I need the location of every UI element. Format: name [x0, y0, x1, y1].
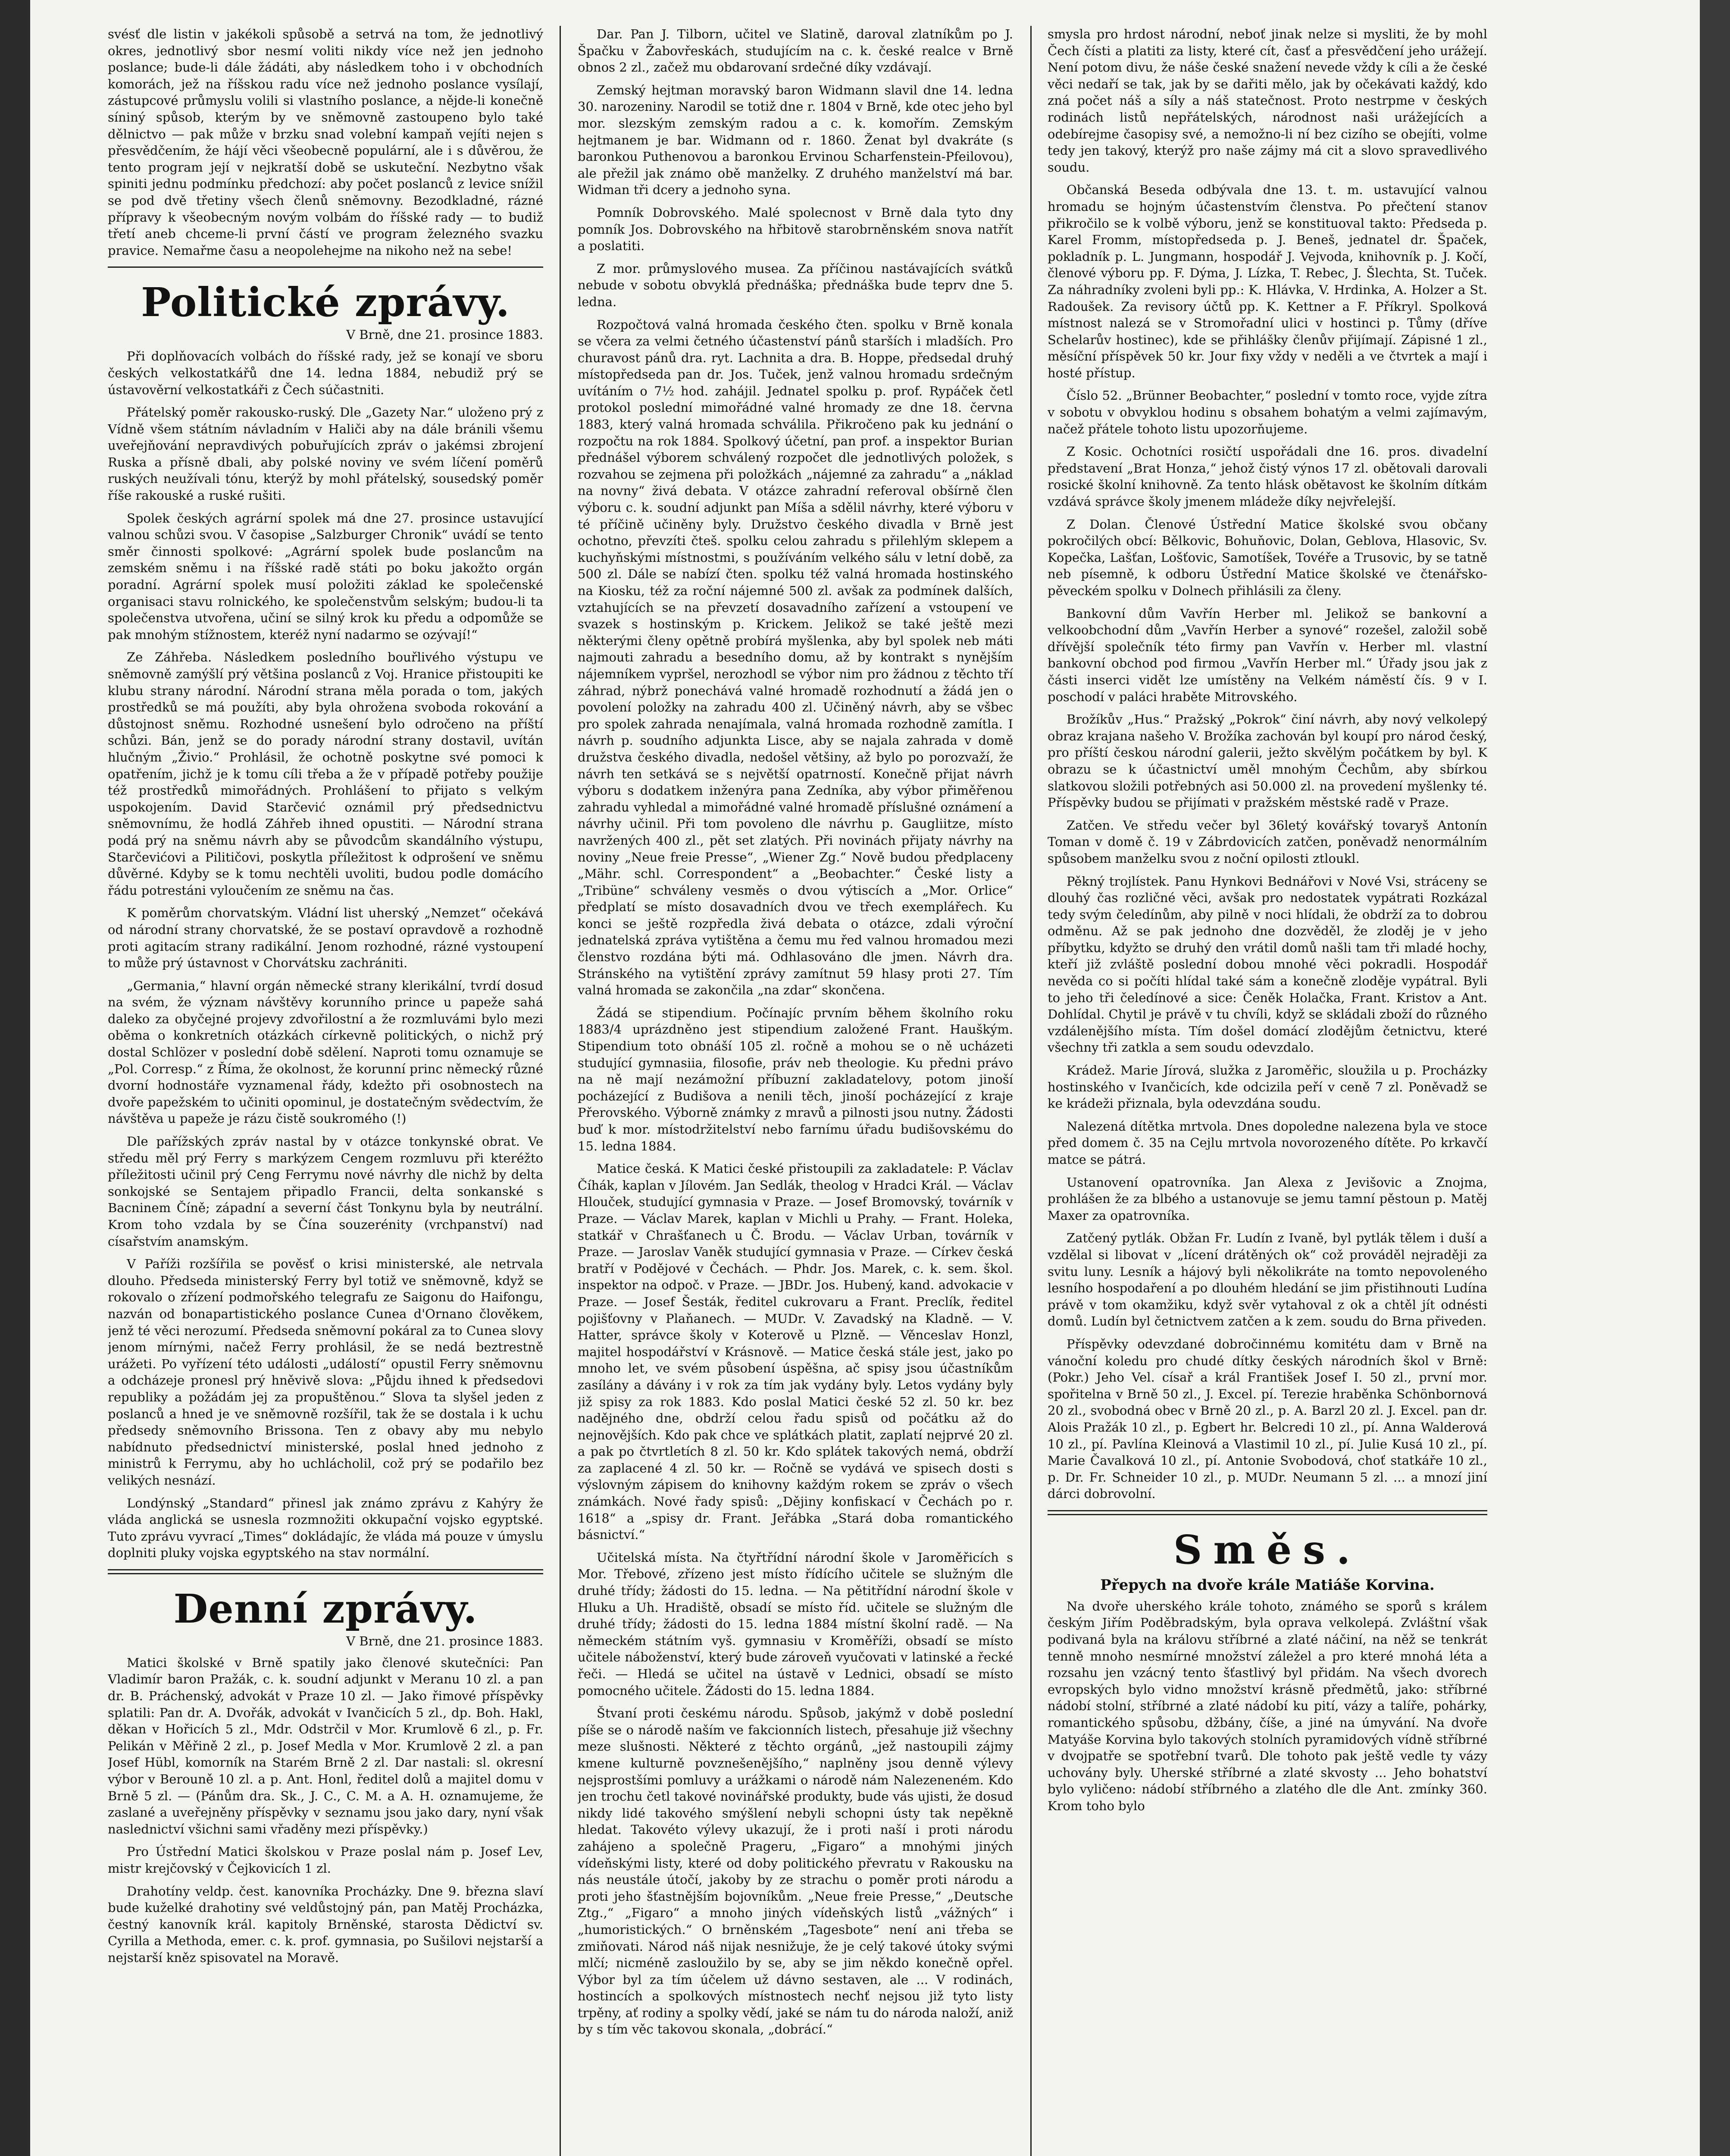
news-item: Číslo 52. „Brünner Beobachter,“ poslední v tomto roce, vyjde zítra v sobotu v obvyklou hodinu s obsahem bohatým a velmi zajímavým, načež přátele tohoto listu upozorňujeme.	[1048, 388, 1487, 436]
politicke-item: V Paříži rozšířila se pověsť o krisi ministerské, ale netrvala dlouho. Předseda ministerský Ferry byl totiž ve sněmovně, když se rokovalo o zřízení podmořského telegrafu ze Saigonu do Haifongu, nazván od bonapartistického poslance Cunea d'Ornano člověkem, jenž té věci nerozumí. Předseda sněmovní pokáral za to Cunea slovy jenom mírnými, načež Ferry prohlásil, že se nedá beztrestně urážeti. Po vyřízení této události „událostí“ opustil Ferry sněmovnu a odcházeje pronesl prý hněvivě slova: „Půjdu ihned k předsedovi republiky a požádám jej za propuštěnou.“ Slova ta slyšel jeden z poslanců a hned je ve sněmovně rozšířil, tak že se dostala i k uchu předsedy sněmovního Brissona. Ten z obavy aby mu nebylo nabídnuto předsednictví ministerské, poslal hned jednoho z ministrů k Ferrymu, aby ho uchlácholil, což prý se podařilo bez velikých nesnází.	[108, 1257, 543, 1488]
section-divider	[1048, 1510, 1487, 1515]
news-item: Nalezená dítětka mrtvola. Dnes dopoledne nalezena byla ve stoce před domem č. 35 na Cejlu mrtvola novorozeného dítěte. Po krkavčí matce se pátrá.	[1048, 1119, 1487, 1167]
news-item: Brožíkův „Hus.“ Pražský „Pokrok“ činí návrh, aby nový velkolepý obraz krajana našeho V. Brožíka zachován byl koupí pro národ český, pro příští českou národní galerii, ježto skvělým počátkem by byl. K obrazu se k účastnictví uměl mnohým Čechům, aby sbírkou slatkovou složili potřebných asi 50.000 zl. na provedení myšlenky té. Příspěvky budou se přijímati v pražském městské radě v Praze.	[1048, 712, 1487, 810]
column-rule-1	[560, 26, 561, 2156]
news-item: Ustanovení opatrovníka. Jan Alexa z Jevišovic a Znojma, prohlášen že za blbého a ustanovuje se jemu tamní pěstoun p. Matěj Maxer za opatrovníka.	[1048, 1175, 1487, 1223]
smes-article-title: Přepych na dvoře krále Matiáše Korvina.	[1100, 1576, 1435, 1594]
news-item: Dar. Pan J. Tilborn, učitel ve Slatině, daroval zlatníkům po J. Špačku v Žabovřeskách, studujícím na c. k. české realce v Brně obnos 2 zl., začež mu obdarovaní srdečné díky vzdávají.	[578, 27, 1013, 75]
scan-edge-right	[1700, 0, 1730, 2156]
news-item: Zatčený pytlák. Obžan Fr. Ludín z Ivaně, byl pytlák tělem i duší a vzdělal si libovat v „lícení drátěných ok“ což prováděl nejraději za svitu luny. Lesník a hájový byli několikráte na tomto nepovoleného lesního hospodaření a po dlouhém hledání se jim přistihnouti Ludína právě v tom okamžiku, když svěr vytahoval z ok a chtěl jít odnésti domů. Ludín byl četnictvem zatčen a k zem. soudu do Brna přiveden.	[1048, 1231, 1487, 1329]
smes-heading: Směs.	[1173, 1526, 1362, 1573]
politicke-heading: Politické zprávy.	[141, 279, 510, 326]
smes-item: Na dvoře uherského krále tohoto, známého se sporů s králem českým Jiřím Poděbradským, byla oprava velkolepá. Zvláštní však podivaná byla na královu stříbrné a zlaté náčiní, na něž se tenkrát tenně mnoho nesmírné množství záležel a pro které mnohá léta a rozsahu jen vzácný tento šťastlivý byl přidám. Na všech dvorech evropských bylo vidno množství krásně předmětů, jako: stříbrné nádobí stolní, stříbrné a zlaté nádobí ku pití, vázy a talíře, pohárky, romantického spůsobu, džbány, číše, a jiné na úmyvání. Na dvoře Matyáše Korvina bylo takových stolních pyramidových vídně stříbrné v dvojpatře se spotřební tvarů. Dle tohoto pak ještě vedle ty vázy uchovány byly. Uherské stříbrné a zlaté skvosty ... Jeho bohatství bylo vyličeno: nádobí stříbrného a zlatého dle dle Ant. zmínky 360. Krom toho bylo	[1048, 1598, 1487, 1813]
news-item: Štvaní proti českému národu. Spůsob, jakýmž v době poslední píše se o národě naším ve fakcionních listech, přesahuje již všechny meze slušnosti. Některé z těchto orgánů, „jež nastoupili zájmy kmene kulturně povznešenějšího,“ naplněny jsou denně výlevy nejsprostšími pomluvy a urážkami o národě nám Nalezeneném. Kdo jen trochu četl takové novinářské produkty, bude vás ujisti, že dosud nikdy lidé takového smýšlení nebyli schopni ústy tak nepěkně hledat. Takovéto výlevy ukazují, že i proti naší i proti národu zahájeno a společně Prageru, „Figaro“ a mnohými jiných vídeňskými listy, které od doby politického převratu v Rakousku na nás neustále útočí, jakoby by ze strachu o poměr proti národu a proti jeho šťastnějším bojovníkům. „Neue freie Presse,“ „Deutsche Ztg.,“ „Figaro“ a mnoho jiných vídeňských listů „vážných“ i „humoristických.“ O brněnském „Tagesbote“ není ani třeba se zmiňovati. Národ náš nijak nesnižuje, že je celý takové útoky svými mlčí; nicméně zasloužilo by se, aby se jim někdo konečně opřel. Výbor byl za tím účelem už dávno sestaven, ale ... V rodinách, hostincích a spolkových místnostech nechť nejsou již tyto listy trpěny, ať rodiny a spolky vědí, jaké se nám tu do národa naloží, aniž by s tím věc takovou skonala, „dobrácí.“	[578, 1706, 1013, 2037]
politicke-item: Dle pařížských zpráv nastal by v otázce tonkynské obrat. Ve středu měl prý Ferry s markýzem Cengem rozmluvu při kteréžto příležitosti učinil prý Ceng Ferrymu nové návrhy dle nichž by delta sonkojské se Sentajem připadlo Francii, delta sonkanské s Bacninem Číně; západní a severní část Tonkynu byla by neutrální. Krom toho vzdala by se Čína souzerénity (vrchpanství) nad císařstvím anamským.	[108, 1134, 543, 1249]
politicke-item: Přátelský poměr rakousko-ruský. Dle „Gazety Nar.“ uloženo prý z Vídně všem státním návladním v Haliči aby na dále bránili všemu uveřejňování nepravdivých pobuřujících zpráv o jakémsi zbrojení Ruska a přísně dbali, aby polské noviny ve svém líčení poměrů ruských neužívali tónu, kterýž by mohl přátelský, sousedský poměr říše rakouské a ruské rušiti.	[108, 405, 543, 503]
news-item: Z Dolan. Členové Ústřední Matice školské svou občany pokročilých obcí: Bělkovic, Bohuňovic, Dolan, Geblova, Hlasovic, Sv. Kopečka, Lašťan, Lošťovic, Samotíšek, Tovéře a Trusovic, by se tatně neb písemně, k odboru Ústřední Matice školské ve čtenářsko-pěveckém spolku v Dolnech přihlásili za členy.	[1048, 517, 1487, 598]
news-item: Pomník Dobrovského. Malé spolecnost v Brně dala tyto dny pomník Jos. Dobrovského na hřbitově starobrněnském snova natřít a poslatiti.	[578, 205, 1013, 254]
news-item: Zemský hejtman moravský baron Widmann slavil dne 14. ledna 30. narozeniny. Narodil se totiž dne r. 1804 v Brně, kde otec jeho byl mor. slezským zemským radou a c. k. komořím. Zemským hejtmanem je bar. Widmann od r. 1860. Ženat byl dvakráte (s baronkou Puthenovou a baronkou Ervinou Scharfenstein-Pfeilovou), ale přežil jak známo obě manželky. Z druhého manželství má bar. Widman tři dcery a jednoho syna.	[578, 82, 1013, 197]
news-item: Zatčen. Ve středu večer byl 36letý kovářský tovaryš Antonín Toman v domě č. 19 v Zábrdovicích zatčen, poněvadž nenormálním spůsobem manželku svou z noční opilosti ztloukl.	[1048, 818, 1487, 866]
politicke-item: „Germania,“ hlavní orgán německé strany klerikální, tvrdí dosud na svém, že význam návštěvy korunního prince u papeže sahá daleko za obyčejné projevy zdvořilostní a že rozmluvámi bylo mezi oběma o konkretních otázkách církevně politických, o nichž prý dostal Schlözer v poslední době sdělení. Naproti tomu oznamuje se „Pol. Corresp.“ z Říma, že okolnost, že korunní princ německý různé dvorní hodnostáře vyznamenal řády, kdežto při osobnostech na dvoře papežském to učiniti opominul, je dostatečným svědectvím, že návštěva u papeže je rázu čistě soukromého (!)	[108, 978, 543, 1126]
politicke-item: Spolek českých agrární spolek má dne 27. prosince ustavující valnou schůzi svou. V časopise „Salzburger Chronik“ uvádí se tento směr činnosti spolkové: „Agrární spolek bude poslancům na zemském sněmu i na říšské radě státi po boku jakožto orgán poradní. Agrární spolek musí položiti základ ke společenské organisaci stavu rolnického, ke společenstvům selským; budou-li ta společenstva utvořena, učiní se silný krok ku předu a odpomůže se pak mnohým stížnostem, kteréž nyní nadarmo se ozývají!“	[108, 511, 543, 642]
news-item: Občanská Beseda odbývala dne 13. t. m. ustavující valnou hromadu se hojným účastenstvím členstva. Po přečtení stanov přikročilo se k volbě výboru, jenž se konstituoval takto: Předseda p. Karel Fromm, místopředseda p. J. Beneš, jednatel dr. Špaček, pokladník p. L. Jungmann, hospodář J. Vejvoda, knihovník p. J. Kočí, členové výboru pp. F. Dýma, J. Lízka, T. Rebec, J. Šlechta, St. Tuček. Za náhradníky zvoleni byli pp.: K. Hlávka, V. Hrdinka, A. Holzer a St. Radoušek. Za revisory účtů pp. K. Kettner a F. Příkryl. Spolková místnost nalezá se v Stromořadní ulici v hostinci p. Tůmy (dříve Schelarův hostinec), kde se přihlášky členův přijímají. Zápisné 1 zl., měsíční příspěvek 50 kr. Jour fixy vždy v neděli a ve čtvrtek a mají i hosté přístup.	[1048, 182, 1487, 380]
column-2	[578, 26, 1013, 2156]
scan-edge-left	[0, 0, 30, 2156]
column-3	[1048, 26, 1487, 2156]
column-rule-2	[1030, 26, 1032, 2156]
politicke-item: Ze Záhřeba. Následkem posledního bouřlivého výstupu ve sněmovně zamýšlí prý většina poslanců z Voj. Hranice přistoupiti ke klubu strany národní. Národní strana měla porada o tom, jakých prostředků se má použíti, aby byla ohrožena svoboda rokování a důstojnost sněmu. Rozhodné usnešení bylo odročeno na příští schůzi. Bán, jenž se do porady národní strany dostavil, uvítán hlučným „Živio.“ Prohlásil, že ochotně poskytne své pomoci k opatřením, jichž je k tomu cíli třeba a že v případě potřeby použije též prostředků mimořádných. Prohlášení to přijato s velkým uspokojením. David Starčević oznámil prý předsednictvu sněmovnímu, že hodlá Záhřeb ihned opustiti. — Národní strana podá prý na sněmu návrh aby se původcům skandálního výstupu, Starčevićovi a Pilitičovi, poskytla příležitost k odprošení ve sněmu důvěrné. Kdyby se k tomu nechtěli uvoliti, budou podle domácího řádu potrestáni vyloučením ze sněmu na čas.	[108, 650, 543, 898]
news-item: Učitelská místa. Na čtyřtřídní národní škole v Jaroměřicích s Mor. Třebové, zřízeno jest místo řídícího učitele se služným dle druhé třídy; žádosti do 15. ledna. — Na pětitřídní národní škole v Hluku a Uh. Hradiště, obsadí se místo říd. učitele se služným dle druhé třídy; žádosti do 15. ledna 1884 místní školní radě. — Na německém státním vyš. gymnasiu v Kroměříži, obsadí se místo učitele náboženství, který bude zároveň vyučovati v latinské a řecké řeči. — Hledá se učitel na ústavě v Lednici, obsadí se místo pomocného učitele. Žádosti do 15. ledna 1884.	[578, 1550, 1013, 1698]
news-item: Z mor. průmyslového musea. Za příčinou nastávajících svátků nebude v sobotu obvyklá přednáška; přednáška bude teprv dne 5. ledna.	[578, 261, 1013, 309]
politicke-item: Londýnský „Standard“ přinesl jak známo zprávu z Kahýry že vláda anglická se usnesla rozmnožiti okkupační vojsko egyptské. Tuto zprávu vyvrací „Times“ dokládajíc, že vláda má pouze v úmyslu doplniti pluky vojska egyptského na stav normální.	[108, 1495, 543, 1561]
denni-dateline: V Brně, dne 21. prosince 1883.	[346, 1633, 543, 1648]
news-item: Matice česká. K Matici české přistoupili za zakladatele: P. Václav Číhák, kaplan v Jílovém. Jan Sedlák, theolog v Hradci Král. — Václav Hlouček, studující gymnasia v Praze. — Josef Bromovský, továrník v Praze. — Václav Marek, kaplan v Michli u Prahy. — Frant. Holeka, statkář v Chrašťanech u Č. Brodu. — Václav Urban, továrník v Praze. — Jaroslav Vaněk studující gymnasia v Praze. — Církev česká bratří v Podějové v Čechách. — Phdr. Jos. Marek, c. k. sem. škol. inspektor na odpoč. v Praze. — JBDr. Jos. Hubený, kand. advokacie v Praze. — Josef Šesták, ředitel cukrovaru a Frant. Preclík, ředitel pojišťovny v Plaňanech. — MUDr. V. Zavadský na Kladně. — V. Hatter, správce školy v Koterově u Plzně. — Věnceslav Honzl, majitel hospodářství v Krásnově. — Matice česká stále jest, jako po mnoho let, ve svém působení úspěšna, ač spisy jsou účastníkům zasílány a dávány i v rok za tím jak vydány byly. Letos vydány byly již spisy za rok 1883. Kdo poslal Matici české 52 zl. 50 kr. bez nadějného dne, obdrží celou řadu spisů od počátku až do nejnovějších. Kdo pak chce ve splátkách platit, zaplatí nejprvé 20 zl. a pak po čtvrtletích 8 zl. 50 kr. Kdo splátek takových nemá, obdrží za zaplacené 4 zl. 50 kr. — Ročně se vydává ve spisech dosti s výslovným zápisem do knihovny každým rokem se zpráv o všech známkách. Nové řady spisů: „Dějiny konfiskací v Čechách po r. 1618“ a „spisy dr. Frant. Jeřábka „Stará doba romantického básnictví.“	[578, 1161, 1013, 1542]
news-item: Příspěvky odevzdané dobročinnému komitétu dam v Brně na vánoční koledu pro chudé dítky českých národních škol v Brně: (Pokr.) Jeho Vel. císař a král František Josef I. 50 zl., první mor. spořitelna v Brně 50 zl., J. Excel. pí. Terezie hraběnka Schönbornová 20 zl., svobodná obec v Brně 20 zl., p. A. Barzl 20 zl. J. Excel. pan dr. Alois Pražák 10 zl., p. Egbert hr. Belcredi 10 zl., pí. Anna Walderová 10 zl., pí. Pavlína Kleinová a Vlastimil 10 zl., pí. Julie Kusá 10 zl., pí. Marie Čavalková 10 zl., pí. Antonie Svobodová, choť statkáře 10 zl., p. Dr. Fr. Schneider 10 zl., p. MUDr. Neumann 5 zl. ... a mnozí jiní dárci dobrovolní.	[1048, 1336, 1487, 1501]
politicke-dateline: V Brně, dne 21. prosince 1883.	[346, 327, 543, 342]
news-item: smysla pro hrdost národní, neboť jinak nelze si mysliti, že by mohl Čech čísti a platiti za listy, které cít, časť a přesvědčení jeho urážejí. Není potom divu, že náše české snažení nevede vždy k cíli a že české věci nedaří se tak, jak by se dařiti mělo, jak by očekávati každý, kdo zná počet náš a síly a náš statečnost. Proto nestrpme v českých rodinách listů nepřátelských, národnost naši urážejících a odebírejme časopisy své, a nemožno-li ní bez cizího se obejíti, volme tedy jen takový, kterýž pro naše zájmy má cit a slovo spravedlivého soudu.	[1048, 27, 1487, 175]
section-divider	[108, 1569, 543, 1574]
news-item: Bankovní dům Vavřín Herber ml. Jelikož se bankovní a velkoobchodní dům „Vavřín Herber a synové“ rozešel, založil sobě dřívější společník této firmy pan Vavřín v. Herber ml. vlastní bankovní obchod pod firmou „Vavřín Herber ml.“ Úřady jsou jak z části inserci vidět lze umístěny na Velkém náměstí čís. 9 v I. poschodí v paláci hraběte Mitrovského.	[1048, 606, 1487, 704]
news-item: Z Kosic. Ochotníci rosičtí uspořádali dne 16. pros. divadelní představení „Brat Honza,“ jehož čistý výnos 17 zl. obětovali darovali rosické školní knihovně. Za tento hlásk obětavost ke školním dítkám vzdává správce školy jmenem mládeže díky nejvřelejší.	[1048, 444, 1487, 509]
news-item: Pěkný trojlístek. Panu Hynkovi Bednářovi v Nové Vsi, stráceny se dlouhý čas rozličné věci, avšak pro nedostatek vypátrati Rozkázal tedy svým čeledínům, aby pilně v noci hlídali, že obdrží za to dobrou odměnu. Až se pak jednoho dne dozvěděl, že zloděj je v jeho příbytku, kdyžto se druhý den vrátil domů našli tam tři mladé hochy, kteří již zvláště poslední dobou mnohé věci pokradli. Hospodář nevěda co si počíti hlídal také sám a konečně zloděje vypátral. Byli to jeho tři čeledínové a sice: Čeněk Holačka, Frant. Kristov a Ant. Dohlídal. Chytil je právě v tu chvíli, když se skládali zboží do různého vzdálenějšího místa. Tím došel domácí zlodějům četnictvu, které všechny tři zatkla a sem soudu odevzdalo.	[1048, 874, 1487, 1055]
news-item: Žádá se stipendium. Počínajíc prvním během školního roku 1883/4 uprázdněno jest stipendium založené Frant. Hauškým. Stipendium toto obnáší 105 zl. ročně a mohou se o ně ucházeti studující gymnasiia, filosofie, práv neb theologie. Ku předni právo na ně mají nezámožní příbuzní zakladatelovy, potom jinoší pocházející z Budišova a nenili těch, jinoší pocházející z kraje Přerovského. Výborně známky z mravů a pilnosti jsou nutny. Žádosti buď k mor. místodržitelství nebo farnímu úřadu budišovskému do 15. ledna 1884.	[578, 1005, 1013, 1153]
news-item: Krádež. Marie Jírová, služka z Jaroměřic, sloužila u p. Procházky hostinského v Ivančicích, kde odcizila peří v ceně 7 zl. Poněvadž se ke krádeži přiznala, byla odevzdána soudu.	[1048, 1063, 1487, 1111]
column-1	[108, 26, 543, 2156]
politicke-item: Při doplňovacích volbách do říšské rady, jež se konají ve sboru českých velkostatkářů dne 14. ledna 1884, nebudiž prý se ústavověrní velkostatkáři z Čech súčastniti.	[108, 349, 543, 397]
denni-heading: Denní zprávy.	[173, 1585, 478, 1632]
denni-item: Drahotíny veldp. čest. kanovníka Procházky. Dne 9. března slaví bude kuželké drahotiny své veldůstojný pán, pan Matěj Procházka, čestný kanovník král. kapitoly Brněnské, starosta Dědictví sv. Cyrilla a Methoda, emer. c. k. prof. gymnasia, po Sušilovi nejstarší a nejstarší kněz spisovatel na Moravě.	[108, 1883, 543, 1965]
section-divider	[108, 266, 543, 268]
denni-item: Pro Ústřední Matici školskou v Praze poslal nám p. Josef Lev, mistr krejčovský v Čejkovicích 1 zl.	[108, 1844, 543, 1876]
politicke-item: K poměrům chorvatským. Vládní list uherský „Nemzet“ očekává od národní strany chorvatské, že se postaví opravdově a rozhodně proti agitacím strany radikální. Jenom rozhodné, rázné vystoupení to může prý ústavnost v Chorvátsku zachrániti.	[108, 906, 543, 971]
intro-paragraph: svésť dle listin v jakékoli spůsobě a setrvá na tom, že jednotlivý okres, jednotlivý sbor nesmí voliti nikdy více než jen jednoho poslance; bude-li dále žádáti, aby následkem toho i v obchodních komorách, jež na říšskou radu více než jednoho poslance vysílají, zástupcové průmyslu volili si vlastního poslance, a nějde-li konečně síniný spůsob, kterým by ve sněmovně zastoupeno bylo také dělnictvo — pak může v brzku snad volební kampaň vejíti nejen s přesvědčením, že hájí věci všeobecně populární, ale i s důvěrou, že tento program její v nejkratší době se uskuteční. Nezbytno však spiniti jednu podmínku předchozí: aby počet poslanců z levice snížil se pod dvě třetiny všech členů sněmovny. Bezodkladné, rázné přípravy k všeobecným novým volbám do říšské rady — to budiž třetí aneb chceme-li první částí ve program železného svazku pravice. Nemařme času a neopolehejme na nikoho než na sebe!	[108, 27, 543, 258]
news-item: Rozpočtová valná hromada českého čten. spolku v Brně konala se včera za velmi četného účastenství pánů starších i mladších. Pro churavost pánů dra. ryt. Lachnita a dra. B. Hoppe, předsedal druhý místopředseda pan dr. Jos. Tuček, jenž valnou hromadu srdečným uvítáním o 7½ hod. zahájil. Jednatel spolku p. prof. Rypáček četl protokol poslední mimořádné valné hromady ze dne 18. června 1883, který valná hromada schválila. Přikročeno pak ku jednání o rozpočtu na rok 1884. Spolkový účetní, pan prof. a inspektor Burian přednášel výborem schválený rozpočet dle jednotlivých položek, s rozvahou se zejmena při položkách „nájemné za zahradu“ a „náklad na novny“ živá debata. V otázce zahradní referoval obšírně člen výboru c. k. soudní adjunkt pan Míša a sdělil návrhy, které výboru v té příčině učiněny byly. Družstvo českého divadla v Brně jest ochotno, převzíti čteš. spolku celou zahradu s přilehlým sklepem a kuchyňskými místnostmi, s používáním velkého sálu v letní době, za 500 zl. Dále se nabízí čten. spolku též valná hromada hostinského na Kiosku, též za roční nájemné 500 zl. avšak za podmínek dalších, vztahujících se na převzetí dosavadního zařízení a vstoupení ve svazek s hostinským p. Krickem. Jelikož se také ještě mezi některými členy opětně probírá myšlenka, aby byl spolek neb máti najmouti zahradu a besedního domu, až by kontrakt s nynějším nájemníkem vypršel, nerozhodl se výbor nim pro žádnou z těchto tří záhrad, nýbrž ponechává valné hromadě rozhodnutí a žádá jen o povolení položky na zahradu 400 zl. Učiněný návrh, aby se všbec pro spolek zahrada nenajímala, valná hromada rozhodně zamítla. I návrh p. soudního adjunkta Lisce, aby se najala zahrada v domě družstva českého divadla, nedošel většiny, až bylo po porozvaží, že návrh ten setkává se s největší opatrností. Konečně přijat návrh výboru s dodatkem inženýra pana Zedníka, aby výbor přiměřenou zahradu vyhledal a mimořádné valné hromadě příslušné oznámení a návrhy učinil. Při tom povoleno dle návrhu p. Gaugliitze, místo navržených 400 zl., pět set zlatých. Při novinách přijaty návrhy na noviny „Neue freie Presse“, „Wiener Zg.“ Nově budou předplaceny „Mähr. schl. Correspondent“ a „Beobachter.“ České listy a „Tribüne“ schváleny vesměs o dvou výtiscích a „Mor. Orlice“ předplatí se místo dosavadních dvou ve třech exemplářech. Ku konci se ještě rozpředla živá debata o otázce, zdali výroční jednatelská zpráva vytištěna a čemu mu řed valnou hromadou mezi členstvo rozdána býti má. Odhlasováno dle jmen. Návrh dra. Stránského na vytištění zprávy zamítnut 59 hlasy proti 27. Tím valná hromada se zakončila „na zdar“ skončena.	[578, 317, 1013, 998]
denni-item: Matici školské v Brně spatily jako členové skutečníci: Pan Vladimír baron Pražák, c. k. soudní adjunkt v Meranu 10 zl. a pan dr. B. Práchenský, advokát v Praze 10 zl. — Jako řimové příspěvky splatili: Pan dr. A. Dvořák, advokát v Ivančicích 5 zl., dp. Boh. Hakl, děkan v Hořicích 5 zl., Mdr. Odstrčil v Mor. Krumlově 6 zl., p. Fr. Pelikán v Měřině 2 zl., p. Josef Medla v Mor. Krumlově 2 zl. a pan Josef Hübl, komorník na Starém Brně 2 zl. Dar nastali: sl. okresní výbor v Berouně 10 zl. a p. Ant. Honl, ředitel dolů a majitel domu v Brně 5 zl. — (Pánům dra. Sk., J. C., C. M. a A. H. oznamujeme, že zaslané a uveřejněny příspěvky v seznamu jsou jako dary, nyní však naslednictví všichni sami vřaděny mezi příspěvky.)	[108, 1655, 543, 1836]
